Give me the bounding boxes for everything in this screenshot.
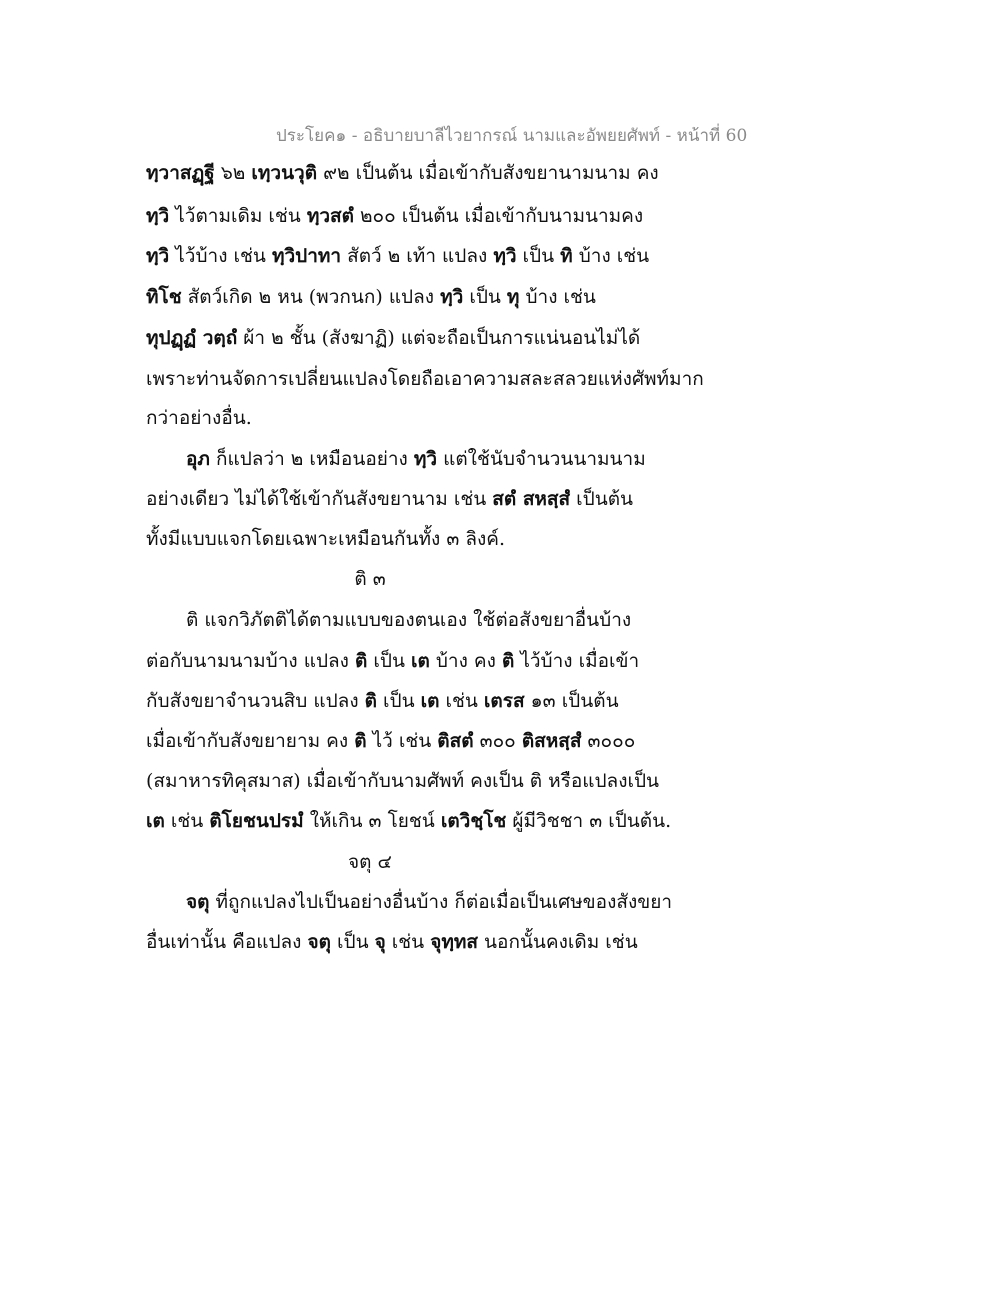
- text-run: เพราะท่านจัดการเปลี่ยนแปลงโดยถือเอาความสละสลวยแห่งศัพท์มาก: [146, 368, 704, 390]
- text-line-3: [146, 243, 706, 269]
- bold-term: ทฺวิ: [146, 245, 170, 267]
- text-run: ๓๐๐๐: [581, 730, 636, 752]
- text-run: ต่อกับนามนามบ้าง แปลง: [146, 650, 355, 672]
- bold-term: สตํ สหสฺสํ: [492, 488, 571, 510]
- text-run: กับสังขยาจำนวนสิบ แปลง: [146, 690, 365, 712]
- text-run: เช่น: [385, 931, 431, 953]
- text-line-8: [186, 446, 746, 472]
- text-run: อื่นเท่านั้น คือแปลง: [146, 931, 308, 953]
- text-run: ผ้า ๒ ชั้น (สังฆาฏิ) แต่จะถือเป็นการแน่นอนไม่ได้: [237, 327, 641, 349]
- text-run: นอกนั้นคงเดิม เช่น: [478, 931, 638, 953]
- bold-term: ทฺวสตํ: [306, 205, 354, 227]
- bold-term: จุ: [374, 931, 386, 953]
- text-run: สัตว์เกิด ๒ หน (พวกนก) แปลง: [181, 286, 441, 308]
- text-run: ผู้มีวิชชา ๓ เป็นต้น.: [506, 810, 672, 832]
- bold-term: ติ: [355, 650, 368, 672]
- bold-term: เทฺวนวุติ: [251, 162, 318, 184]
- bold-term: ทฺวิ: [413, 448, 438, 470]
- bold-term: จตุ: [186, 891, 210, 913]
- page-header: ประโยค๑ - อธิบายบาลีไวยากรณ์ นามและอัพยยศัพท์ - หน้าที่ 60: [276, 126, 748, 146]
- text-run: แต่ใช้นับจำนวนนามนาม: [437, 448, 646, 470]
- text-run: จตุ ๔: [348, 851, 392, 873]
- text-line-12: [146, 648, 706, 674]
- text-run: ๖๒: [214, 162, 252, 184]
- text-run: ติ แจกวิภัตติได้ตามแบบของตนเอง ใช้ต่อสังขยาอื่นบ้าง: [186, 609, 632, 631]
- bold-term: ติสหสฺสํ: [521, 730, 582, 752]
- text-run: กว่าอย่างอื่น.: [146, 407, 252, 429]
- section-heading-catu: [0, 849, 740, 875]
- text-line-2: [146, 203, 706, 229]
- bold-term: ทฺวิ: [493, 245, 517, 267]
- text-line-11: [186, 607, 746, 633]
- bold-term: ทฺวิ: [440, 286, 464, 308]
- text-line-15: [146, 768, 706, 794]
- text-line-6: [146, 366, 706, 392]
- text-run: บ้าง เช่น: [572, 245, 650, 267]
- bold-term: เต: [410, 650, 430, 672]
- section-heading-ti: [0, 566, 740, 592]
- text-line-10: [146, 526, 706, 552]
- bold-term: ติโยชนปรมํ: [209, 810, 304, 832]
- bold-term: ทุ: [506, 286, 520, 308]
- text-run: เช่น: [439, 690, 484, 712]
- text-run: เป็นต้น: [570, 488, 634, 510]
- text-run: เป็น: [367, 650, 411, 672]
- text-run: ไว้ เช่น: [366, 730, 438, 752]
- text-run: สัตว์ ๒ เท้า แปลง: [341, 245, 494, 267]
- text-run: ๓๐๐: [473, 730, 522, 752]
- bold-term: ทุปฏฺฏํ วตฺถํ: [146, 327, 238, 349]
- bold-term: เตรส: [483, 690, 525, 712]
- bold-term: ทฺวิ: [146, 205, 170, 227]
- text-line-13: [146, 688, 706, 714]
- bold-term: จุทฺทส: [430, 931, 478, 953]
- bold-term: ติ: [354, 730, 367, 752]
- text-run: เป็น: [330, 931, 375, 953]
- bold-term: ติ: [501, 650, 515, 672]
- text-run: เป็น: [376, 690, 421, 712]
- text-line-18: [146, 929, 706, 955]
- bold-term: ทฺวาสฏฺฐี: [146, 162, 215, 184]
- text-line-5: [146, 325, 706, 351]
- text-run: (สมาหารทิคุสมาส) เมื่อเข้ากับนามศัพท์ คงเป็น ติ หรือแปลงเป็น: [146, 770, 660, 792]
- text-run: ให้เกิน ๓ โยชน์: [303, 810, 441, 832]
- text-run: เช่น: [164, 810, 210, 832]
- bold-term: อุภ: [186, 448, 210, 470]
- text-run: ไว้บ้าง เช่น: [169, 245, 272, 267]
- text-run: ก็แปลว่า ๒ เหมือนอย่าง: [209, 448, 414, 470]
- text-run: ๙๒ เป็นต้น เมื่อเข้ากับสังขยานามนาม คง: [317, 162, 659, 184]
- bold-term: จตุ: [307, 931, 331, 953]
- bold-term: ทิ: [560, 245, 573, 267]
- text-line-7: [146, 405, 706, 431]
- text-run: ไว้ตามเดิม เช่น: [169, 205, 307, 227]
- text-line-9: [146, 486, 706, 512]
- bold-term: ทฺวิปาทา: [271, 245, 342, 267]
- text-line-17: [186, 889, 746, 915]
- text-run: ไว้บ้าง เมื่อเข้า: [514, 650, 640, 672]
- text-run: บ้าง เช่น: [519, 286, 596, 308]
- bold-term: เต: [420, 690, 440, 712]
- text-run: เป็น: [516, 245, 561, 267]
- text-run: ที่ถูกแปลงไปเป็นอย่างอื่นบ้าง ก็ต่อเมื่อเป็นเศษของสังขยา: [209, 891, 673, 913]
- text-run: ๑๓ เป็นต้น: [524, 690, 619, 712]
- text-line-1: [146, 160, 706, 186]
- bold-term: เตวิชฺโช: [440, 810, 507, 832]
- text-line-16: [146, 808, 706, 834]
- text-run: อย่างเดียว ไม่ได้ใช้เข้ากันสังขยานาม เช่น: [146, 488, 493, 510]
- text-run: เป็น: [463, 286, 507, 308]
- bold-term: ติ: [364, 690, 377, 712]
- text-run: เมื่อเข้ากับสังขยายาม คง: [146, 730, 355, 752]
- bold-term: ติสตํ: [437, 730, 474, 752]
- text-run: ทั้งมีแบบแจกโดยเฉพาะเหมือนกันทั้ง ๓ ลิงค์.: [146, 528, 506, 550]
- bold-term: ทิโช: [146, 286, 182, 308]
- text-run: ติ ๓: [354, 568, 386, 590]
- text-line-14: [146, 728, 706, 754]
- text-line-4: [146, 284, 706, 310]
- text-run: บ้าง คง: [429, 650, 502, 672]
- text-run: ๒๐๐ เป็นต้น เมื่อเข้ากับนามนามคง: [353, 205, 644, 227]
- bold-term: เต: [146, 810, 165, 832]
